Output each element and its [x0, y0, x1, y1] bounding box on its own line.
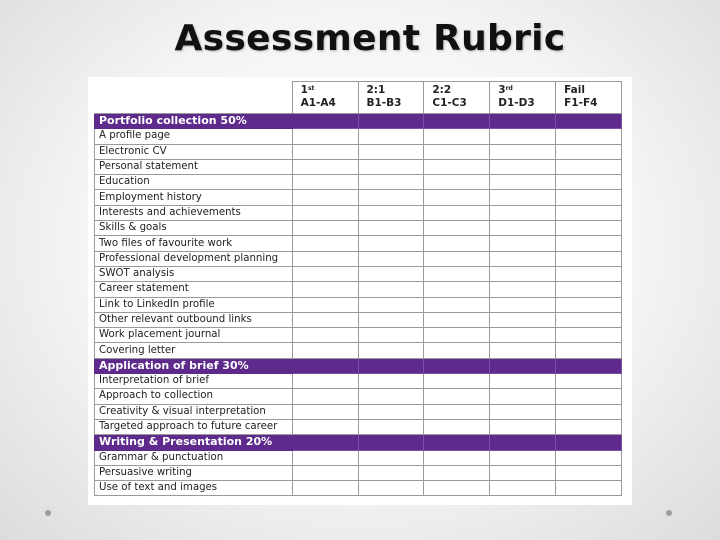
criterion-label: Covering letter [95, 343, 293, 358]
grade-cell [424, 190, 490, 205]
criterion-label: A profile page [95, 129, 293, 144]
grade-cell [424, 175, 490, 190]
grade-cell [490, 450, 556, 465]
grade-cell [556, 129, 622, 144]
criterion-row [95, 129, 622, 144]
grade-cell [556, 297, 622, 312]
grade-cell [490, 221, 556, 236]
grade-cell [424, 343, 490, 358]
grade-label: 2:1 [366, 84, 386, 96]
grade-cell [490, 419, 556, 434]
grade-cell [358, 129, 424, 144]
criterion-label: Two files of favourite work [95, 236, 293, 251]
section-header-row [95, 114, 622, 129]
criterion-label: Career statement [95, 282, 293, 297]
grade-ordinal-suffix: rd [505, 85, 513, 92]
grade-cell [292, 312, 358, 327]
criterion-label: Grammar & punctuation [95, 450, 293, 465]
criterion-row [95, 205, 622, 220]
grade-cell [358, 312, 424, 327]
criterion-label: Interests and achievements [95, 205, 293, 220]
section-fill-cell [424, 358, 490, 373]
criteria-header-cell [95, 82, 293, 114]
section-fill-cell [490, 114, 556, 129]
grade-band: D1-D3 [498, 96, 535, 109]
grade-cell [556, 374, 622, 389]
section-fill-cell [490, 435, 556, 450]
grade-cell [424, 481, 490, 496]
grade-cell [490, 251, 556, 266]
grade-cell [292, 389, 358, 404]
criterion-row [95, 374, 622, 389]
grade-cell [358, 236, 424, 251]
grade-cell [490, 465, 556, 480]
criterion-label: Employment history [95, 190, 293, 205]
grade-cell [424, 159, 490, 174]
criterion-label: Link to LinkedIn profile [95, 297, 293, 312]
criterion-row [95, 404, 622, 419]
grade-cell [490, 374, 556, 389]
grade-cell [358, 465, 424, 480]
grade-cell [556, 221, 622, 236]
slide-title: Assessment Rubric [174, 18, 566, 59]
grade-cell [424, 312, 490, 327]
grade-cell [292, 175, 358, 190]
section-title: Writing & Presentation 20% [95, 435, 293, 450]
grade-cell [424, 236, 490, 251]
grade-header-cell [556, 82, 622, 114]
grade-cell [424, 282, 490, 297]
grade-cell [556, 328, 622, 343]
grade-cell [292, 159, 358, 174]
grade-cell [358, 205, 424, 220]
section-fill-cell [292, 114, 358, 129]
rubric-body [95, 114, 622, 496]
grade-cell [358, 159, 424, 174]
section-fill-cell [292, 358, 358, 373]
criterion-row [95, 343, 622, 358]
grade-header-row [95, 82, 622, 114]
criterion-row [95, 266, 622, 281]
grade-cell [424, 404, 490, 419]
grade-cell [556, 144, 622, 159]
grade-cell [490, 236, 556, 251]
grade-cell [424, 297, 490, 312]
grade-cell [358, 328, 424, 343]
criterion-row [95, 312, 622, 327]
grade-cell [556, 343, 622, 358]
grade-cell [490, 481, 556, 496]
criterion-label: Creativity & visual interpretation [95, 404, 293, 419]
rubric-table [94, 81, 622, 496]
grade-cell [358, 481, 424, 496]
grade-cell [292, 205, 358, 220]
grade-cell [556, 236, 622, 251]
criterion-row [95, 190, 622, 205]
criterion-label: Professional development planning [95, 251, 293, 266]
grade-cell [292, 266, 358, 281]
grade-cell [556, 159, 622, 174]
grade-cell [490, 297, 556, 312]
grade-cell [292, 450, 358, 465]
criterion-label: SWOT analysis [95, 266, 293, 281]
grade-cell [424, 266, 490, 281]
criterion-row [95, 144, 622, 159]
section-header-row [95, 435, 622, 450]
grade-cell [292, 374, 358, 389]
grade-cell [490, 144, 556, 159]
grade-cell [358, 404, 424, 419]
rubric-table-image [88, 77, 632, 505]
grade-cell [490, 343, 556, 358]
grade-cell [292, 465, 358, 480]
grade-cell [358, 419, 424, 434]
grade-cell [358, 389, 424, 404]
criterion-row [95, 236, 622, 251]
grade-cell [556, 404, 622, 419]
grade-cell [292, 419, 358, 434]
grade-header-cell [358, 82, 424, 114]
grade-cell [424, 450, 490, 465]
grade-cell [292, 328, 358, 343]
grade-label: Fail [564, 84, 585, 96]
criterion-label: Other relevant outbound links [95, 312, 293, 327]
criterion-label: Personal statement [95, 159, 293, 174]
grade-cell [292, 190, 358, 205]
section-fill-cell [556, 358, 622, 373]
grade-cell [292, 144, 358, 159]
grade-ordinal-suffix: st [307, 85, 315, 92]
grade-cell [292, 236, 358, 251]
grade-cell [292, 343, 358, 358]
criterion-row [95, 251, 622, 266]
grade-cell [490, 129, 556, 144]
section-header-row [95, 358, 622, 373]
grade-band: F1-F4 [564, 96, 598, 109]
section-fill-cell [490, 358, 556, 373]
grade-cell [490, 190, 556, 205]
grade-cell [358, 297, 424, 312]
grade-cell [292, 282, 358, 297]
section-title: Application of brief 30% [95, 358, 293, 373]
criterion-label: Interpretation of brief [95, 374, 293, 389]
grade-cell [556, 190, 622, 205]
grade-cell [358, 144, 424, 159]
grade-cell [292, 129, 358, 144]
grade-header-cell [424, 82, 490, 114]
criterion-label: Skills & goals [95, 221, 293, 236]
grade-cell [490, 175, 556, 190]
grade-cell [490, 404, 556, 419]
grade-cell [358, 266, 424, 281]
grade-cell [424, 374, 490, 389]
section-fill-cell [556, 435, 622, 450]
grade-cell [292, 481, 358, 496]
grade-cell [556, 419, 622, 434]
section-fill-cell [292, 435, 358, 450]
grade-cell [358, 282, 424, 297]
slide-nav-dot-right [666, 510, 672, 516]
criterion-row [95, 328, 622, 343]
criterion-label: Approach to collection [95, 389, 293, 404]
grade-cell [358, 374, 424, 389]
criterion-row [95, 282, 622, 297]
section-fill-cell [358, 435, 424, 450]
criterion-row [95, 465, 622, 480]
grade-cell [556, 282, 622, 297]
grade-cell [556, 450, 622, 465]
criterion-label: Persuasive writing [95, 465, 293, 480]
grade-cell [424, 205, 490, 220]
grade-cell [556, 389, 622, 404]
grade-cell [556, 266, 622, 281]
grade-cell [490, 328, 556, 343]
grade-cell [424, 389, 490, 404]
section-fill-cell [424, 435, 490, 450]
grade-label: 2:2 [432, 84, 452, 96]
grade-cell [556, 251, 622, 266]
slide-nav-dot-left [45, 510, 51, 516]
grade-cell [424, 251, 490, 266]
grade-cell [358, 190, 424, 205]
section-fill-cell [424, 114, 490, 129]
criterion-row [95, 175, 622, 190]
grade-header-cell [292, 82, 358, 114]
criterion-label: Work placement journal [95, 328, 293, 343]
grade-cell [292, 297, 358, 312]
criterion-row [95, 450, 622, 465]
grade-band: C1-C3 [432, 96, 467, 109]
section-fill-cell [358, 114, 424, 129]
grade-cell [556, 481, 622, 496]
grade-cell [424, 129, 490, 144]
grade-cell [292, 251, 358, 266]
grade-header-cell [490, 82, 556, 114]
grade-band: B1-B3 [366, 96, 402, 109]
grade-cell [424, 419, 490, 434]
criterion-row [95, 221, 622, 236]
grade-cell [490, 205, 556, 220]
grade-cell [490, 389, 556, 404]
criterion-row [95, 481, 622, 496]
section-fill-cell [556, 114, 622, 129]
criterion-row [95, 297, 622, 312]
criterion-row [95, 389, 622, 404]
grade-cell [424, 221, 490, 236]
grade-cell [358, 175, 424, 190]
grade-cell [490, 159, 556, 174]
grade-cell [292, 221, 358, 236]
grade-cell [556, 312, 622, 327]
criterion-row [95, 159, 622, 174]
grade-cell [424, 328, 490, 343]
section-fill-cell [358, 358, 424, 373]
grade-cell [358, 450, 424, 465]
grade-cell [556, 175, 622, 190]
grade-band: A1-A4 [300, 96, 336, 109]
criterion-label: Targeted approach to future career [95, 419, 293, 434]
grade-cell [424, 144, 490, 159]
grade-cell [358, 251, 424, 266]
grade-cell [556, 205, 622, 220]
grade-cell [358, 343, 424, 358]
grade-label: 3 [498, 84, 506, 96]
criterion-label: Use of text and images [95, 481, 293, 496]
grade-cell [490, 312, 556, 327]
grade-cell [358, 221, 424, 236]
grade-cell [556, 465, 622, 480]
section-title: Portfolio collection 50% [95, 114, 293, 129]
grade-cell [292, 404, 358, 419]
criterion-row [95, 419, 622, 434]
grade-cell [424, 465, 490, 480]
criterion-label: Electronic CV [95, 144, 293, 159]
grade-label: 1 [300, 84, 308, 96]
grade-cell [490, 282, 556, 297]
criterion-label: Education [95, 175, 293, 190]
grade-cell [490, 266, 556, 281]
